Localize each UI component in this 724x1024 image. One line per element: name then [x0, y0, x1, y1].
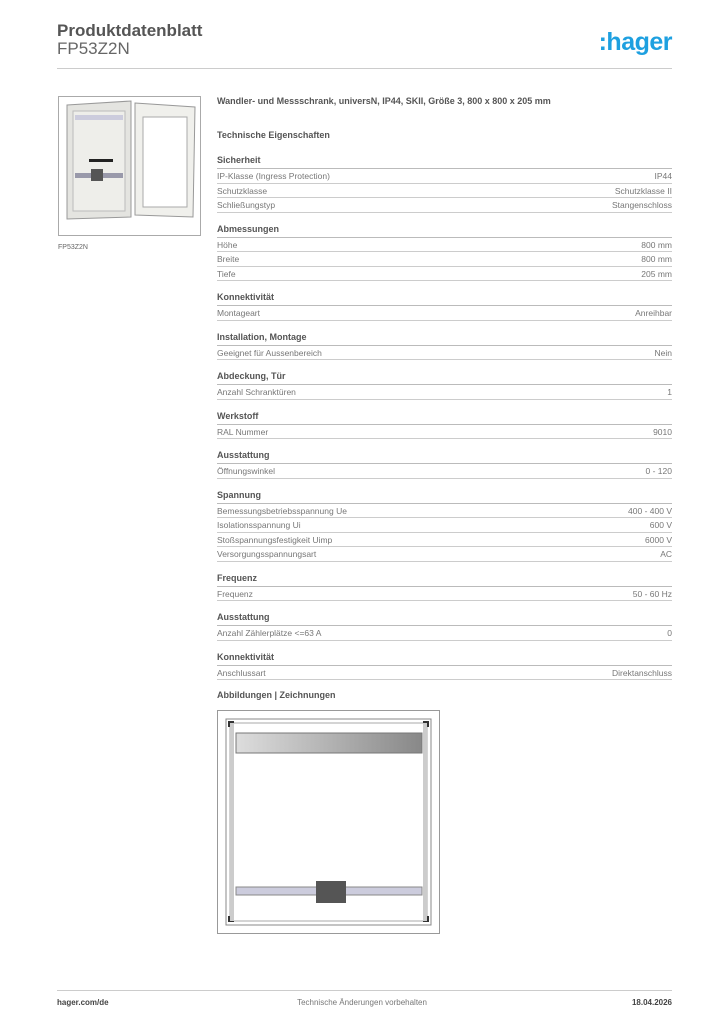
spec-value: 800 mm [641, 239, 672, 250]
product-description: Wandler- und Messschrank, universN, IP44, SKII, Größe 3, 800 x 800 x 205 mm [217, 96, 551, 106]
section-title: Ausstattung [217, 610, 672, 626]
footer-website: hager.com/de [57, 998, 109, 1007]
spec-value: 800 mm [641, 254, 672, 264]
spec-label: Schutzklasse [217, 185, 268, 196]
spec-label: RAL Nummer [217, 426, 269, 437]
spec-row [217, 533, 672, 548]
spec-label: Öffnungswinkel [217, 466, 275, 476]
spec-value: Schutzklasse II [614, 185, 672, 196]
spec-value: 600 V [649, 520, 672, 530]
section-title: Installation, Montage [217, 330, 672, 346]
spec-value: Direktanschluss [612, 667, 672, 678]
section-title: Konnektivität [217, 290, 672, 306]
spec-section [217, 488, 672, 562]
spec-row [217, 547, 672, 562]
hager-logo: :hager [598, 28, 672, 56]
spec-section [217, 409, 672, 440]
spec-value: 0 - 120 [645, 466, 672, 476]
spec-label: Anzahl Schranktüren [217, 387, 296, 397]
spec-section [217, 290, 672, 321]
spec-label: Höhe [217, 239, 238, 250]
page-title: Produktdatenblatt [57, 21, 203, 40]
section-title: Abdeckung, Tür [217, 369, 672, 385]
spec-row [217, 518, 672, 533]
footer-divider [57, 990, 672, 991]
spec-row [217, 267, 672, 282]
spec-section [217, 153, 672, 213]
spec-row [217, 198, 672, 213]
spec-value: 205 mm [641, 268, 672, 279]
spec-label: Tiefe [217, 268, 236, 279]
spec-row [217, 504, 672, 519]
spec-row [217, 666, 672, 681]
spec-row [217, 626, 672, 641]
spec-label: Frequenz [217, 588, 253, 599]
spec-section [217, 330, 672, 361]
spec-label: Stoßspannungsfestigkeit Uimp [217, 534, 333, 545]
spec-row [217, 464, 672, 479]
spec-section [217, 369, 672, 400]
spec-row [217, 385, 672, 400]
spec-value: 1 [667, 387, 672, 397]
photo-caption: FP53Z2N [58, 244, 88, 251]
spec-section [217, 448, 672, 479]
spec-row [217, 346, 672, 361]
spec-label: Schließungstyp [217, 200, 276, 210]
spec-value: AC [660, 549, 672, 559]
spec-row [217, 184, 672, 199]
footer-date: 18.04.2026 [631, 998, 672, 1007]
spec-label: Isolationsspannung Ui [217, 520, 301, 530]
section-title: Konnektivität [217, 650, 672, 666]
spec-value: 6000 V [645, 534, 672, 545]
spec-value: IP44 [654, 171, 672, 181]
spec-section [217, 610, 672, 641]
spec-label: Anzahl Zählerplätze <=63 A [217, 628, 322, 638]
spec-row [217, 425, 672, 440]
spec-label: Anschlussart [217, 667, 266, 678]
spec-section [217, 650, 672, 681]
spec-section [217, 571, 672, 602]
section-title: Sicherheit [217, 153, 672, 169]
spec-row [217, 252, 672, 267]
spec-label: Bemessungsbetriebsspannung Ue [217, 505, 347, 516]
section-title: Abmessungen [217, 222, 672, 238]
section-title: Spannung [217, 488, 672, 504]
spec-row [217, 587, 672, 602]
spec-row [217, 169, 672, 184]
spec-row [217, 238, 672, 253]
spec-value: Stangenschloss [611, 200, 672, 210]
section-title: Frequenz [217, 571, 672, 587]
spec-row [217, 306, 672, 321]
header-divider [57, 68, 672, 69]
specs-table [217, 153, 672, 689]
technical-drawing [217, 710, 440, 934]
spec-value: 50 - 60 Hz [632, 588, 672, 599]
spec-label: Montageart [217, 308, 260, 318]
spec-label: Versorgungsspannungsart [217, 549, 317, 559]
spec-label: Geeignet für Aussenbereich [217, 347, 322, 358]
product-code: FP53Z2N [57, 39, 130, 58]
spec-label: Breite [217, 254, 240, 264]
spec-value: Anreihbar [635, 308, 672, 318]
footer-disclaimer: Technische Änderungen vorbehalten [297, 998, 427, 1007]
spec-value: 400 - 400 V [628, 505, 672, 516]
spec-value: Nein [654, 347, 672, 358]
section-title: Ausstattung [217, 448, 672, 464]
product-photo [58, 96, 201, 236]
section-title: Werkstoff [217, 409, 672, 425]
tech-heading: Technische Eigenschaften [217, 130, 330, 140]
spec-label: IP-Klasse (Ingress Protection) [217, 171, 330, 181]
spec-value: 0 [667, 628, 672, 638]
spec-section [217, 222, 672, 282]
figures-heading: Abbildungen | Zeichnungen [217, 690, 336, 700]
spec-value: 9010 [653, 426, 672, 437]
